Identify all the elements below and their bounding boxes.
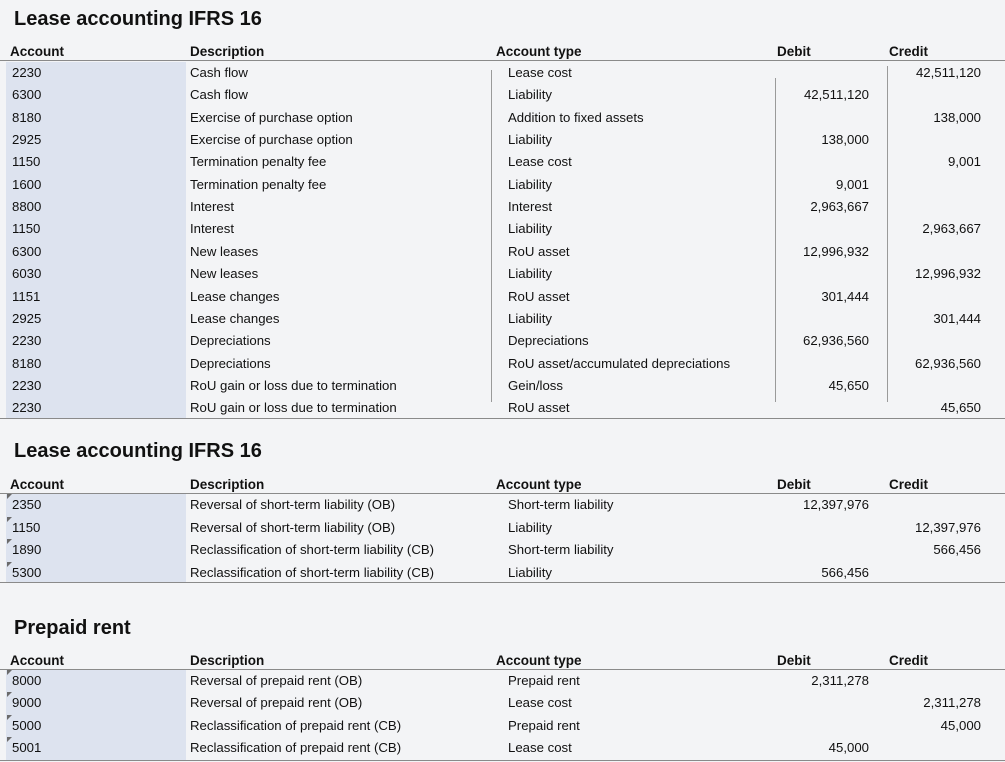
description-cell: Cash flow: [190, 65, 248, 80]
section-title: Lease accounting IFRS 16: [14, 440, 262, 462]
table-row: [0, 353, 1005, 375]
account-type-cell: Short-term liability: [508, 497, 614, 512]
cell-comment-marker: [7, 737, 12, 742]
section-title: Prepaid rent: [14, 617, 131, 639]
account-cell: 8000: [12, 673, 42, 688]
description-cell: Lease changes: [190, 310, 280, 326]
table-bottom-border: [0, 582, 1005, 583]
account-type-cell: RoU asset: [508, 243, 570, 259]
description-cell: Termination penalty fee: [190, 176, 327, 192]
account-cell: 8180: [12, 109, 42, 125]
credit-cell: 301,444: [933, 310, 981, 326]
table-row: [0, 375, 1005, 397]
account-type-cell: Prepaid rent: [508, 673, 580, 688]
debit-cell: 45,650: [828, 377, 869, 393]
description-cell: Reclassification of prepaid rent (CB): [190, 739, 402, 755]
table-bottom-border: [0, 760, 1005, 761]
debit-cell: 45,000: [828, 739, 869, 755]
header-account-type: Account type: [496, 653, 582, 668]
account-type-cell: RoU asset: [508, 400, 570, 416]
description-cell: Interest: [190, 199, 234, 215]
account-cell: 1151: [12, 288, 41, 304]
table-row: [0, 218, 1005, 240]
description-cell: Termination penalty fee: [190, 154, 327, 170]
account-type-cell: Lease cost: [508, 739, 572, 755]
credit-cell: 45,000: [940, 717, 981, 733]
header-debit: Debit: [777, 44, 811, 59]
cell-comment-marker: [7, 670, 12, 675]
account-cell: 8800: [12, 199, 42, 215]
table-row: [0, 241, 1005, 263]
account-type-cell: Gein/loss: [508, 377, 563, 393]
header-account-type: Account type: [496, 44, 582, 59]
table-row: [0, 286, 1005, 308]
account-cell: 2925: [12, 132, 42, 148]
description-cell: Reclassification of short-term liability (CB): [190, 564, 435, 580]
description-cell: Depreciations: [190, 333, 271, 349]
account-cell: 5300: [12, 564, 42, 580]
table-row: [0, 692, 1005, 714]
header-description: Description: [190, 44, 265, 59]
section-title: Lease accounting IFRS 16: [14, 8, 262, 30]
account-type-cell: Liability: [508, 132, 552, 148]
description-cell: New leases: [190, 266, 259, 282]
account-cell: 2230: [12, 333, 42, 349]
debit-cell: 566,456: [821, 564, 869, 580]
account-type-cell: Liability: [508, 221, 552, 237]
table-header: [0, 477, 1005, 494]
header-account: Account: [10, 477, 64, 492]
header-description: Description: [190, 653, 265, 668]
description-cell: Exercise of purchase option: [190, 132, 353, 148]
table-row: [0, 397, 1005, 419]
description-cell: Exercise of purchase option: [190, 109, 353, 125]
credit-cell: 12,996,932: [914, 266, 981, 282]
account-cell: 1150: [12, 519, 41, 535]
table-row: [0, 107, 1005, 129]
description-cell: Lease changes: [190, 288, 280, 304]
debit-cell: 301,444: [821, 288, 869, 304]
account-type-cell: Liability: [508, 519, 552, 535]
debit-cell: 9,001: [835, 176, 869, 192]
header-account: Account: [10, 44, 64, 59]
description-cell: Reversal of prepaid rent (OB): [190, 695, 363, 711]
account-cell: 6030: [12, 266, 42, 282]
account-cell: 6300: [12, 243, 42, 259]
credit-cell: 62,936,560: [914, 355, 981, 371]
account-type-cell: Interest: [508, 199, 552, 215]
account-cell: 6300: [12, 87, 42, 103]
debit-cell: 42,511,120: [803, 87, 869, 103]
table-row: [0, 62, 1005, 84]
account-cell: 2230: [12, 377, 42, 393]
account-type-cell: Liability: [508, 266, 552, 282]
header-debit: Debit: [777, 477, 811, 492]
account-cell: 1150: [12, 221, 41, 237]
table-row: [0, 670, 1005, 692]
account-type-cell: Liability: [508, 310, 552, 326]
credit-cell: 12,397,976: [914, 519, 981, 535]
cell-comment-marker: [7, 562, 12, 567]
table-row: [0, 263, 1005, 285]
account-type-cell: Lease cost: [508, 65, 572, 80]
account-cell: 8180: [12, 355, 42, 371]
cell-comment-marker: [7, 692, 12, 697]
credit-cell: 138,000: [933, 109, 981, 125]
header-description: Description: [190, 477, 265, 492]
account-type-cell: Liability: [508, 564, 552, 580]
table-header: [0, 44, 1005, 61]
table-row: [0, 330, 1005, 352]
account-type-cell: Depreciations: [508, 333, 589, 349]
header-account-type: Account type: [496, 477, 582, 492]
debit-cell: 12,996,932: [802, 243, 869, 259]
cell-comment-marker: [7, 517, 12, 522]
credit-cell: 2,963,667: [922, 221, 981, 237]
debit-cell: 138,000: [821, 132, 869, 148]
header-credit: Credit: [889, 44, 929, 59]
credit-cell: 45,650: [940, 400, 981, 416]
table-bottom-border: [0, 418, 1005, 419]
account-cell: 1890: [12, 542, 42, 557]
account-cell: 9000: [12, 695, 42, 711]
account-type-cell: Liability: [508, 87, 552, 103]
header-account: Account: [10, 653, 64, 668]
account-cell: 1600: [12, 176, 42, 192]
description-cell: Depreciations: [190, 355, 271, 371]
account-type-cell: Addition to fixed assets: [508, 109, 644, 125]
credit-cell: 566,456: [933, 542, 981, 557]
debit-cell: 2,311,278: [811, 673, 869, 688]
debit-cell: 2,963,667: [810, 199, 869, 215]
description-cell: RoU gain or loss due to termination: [190, 400, 397, 416]
cell-comment-marker: [7, 494, 12, 499]
account-cell: 5001: [12, 739, 42, 755]
table-row: [0, 196, 1005, 218]
credit-cell: 2,311,278: [923, 695, 981, 711]
account-type-cell: Short-term liability: [508, 542, 614, 557]
table-row: [0, 129, 1005, 151]
table-row: [0, 84, 1005, 106]
description-cell: Reversal of short-term liability (OB): [190, 497, 396, 512]
cell-comment-marker: [7, 539, 12, 544]
description-cell: New leases: [190, 243, 259, 259]
account-type-cell: RoU asset: [508, 288, 570, 304]
description-cell: Cash flow: [190, 87, 248, 103]
table-row: [0, 151, 1005, 173]
account-type-cell: Lease cost: [508, 695, 572, 711]
table-row: [0, 715, 1005, 737]
credit-cell: 42,511,120: [915, 65, 981, 80]
debit-cell: 62,936,560: [802, 333, 869, 349]
table-row: [0, 539, 1005, 561]
description-cell: Interest: [190, 221, 234, 237]
description-cell: Reversal of short-term liability (OB): [190, 519, 396, 535]
header-credit: Credit: [889, 477, 929, 492]
account-type-cell: Lease cost: [508, 154, 572, 170]
account-type-cell: RoU asset/accumulated depreciations: [508, 355, 731, 371]
credit-cell: 9,001: [947, 154, 981, 170]
header-debit: Debit: [777, 653, 811, 668]
account-cell: 2350: [12, 497, 42, 512]
account-cell: 2925: [12, 310, 42, 326]
account-type-cell: Liability: [508, 176, 552, 192]
table-row: [0, 174, 1005, 196]
account-cell: 2230: [12, 65, 42, 80]
table-row: [0, 517, 1005, 539]
description-cell: Reclassification of prepaid rent (CB): [190, 717, 402, 733]
table-row: [0, 737, 1005, 759]
account-type-cell: Prepaid rent: [508, 717, 580, 733]
description-cell: RoU gain or loss due to termination: [190, 377, 397, 393]
header-credit: Credit: [889, 653, 929, 668]
cell-comment-marker: [7, 715, 12, 720]
debit-cell: 12,397,976: [802, 497, 869, 512]
account-cell: 1150: [12, 154, 41, 170]
table-row: [0, 562, 1005, 584]
table-header: [0, 653, 1005, 670]
account-cell: 2230: [12, 400, 42, 416]
description-cell: Reclassification of short-term liability (CB): [190, 542, 435, 557]
description-cell: Reversal of prepaid rent (OB): [190, 673, 363, 688]
table-row: [0, 494, 1005, 516]
account-cell: 5000: [12, 717, 42, 733]
table-row: [0, 308, 1005, 330]
